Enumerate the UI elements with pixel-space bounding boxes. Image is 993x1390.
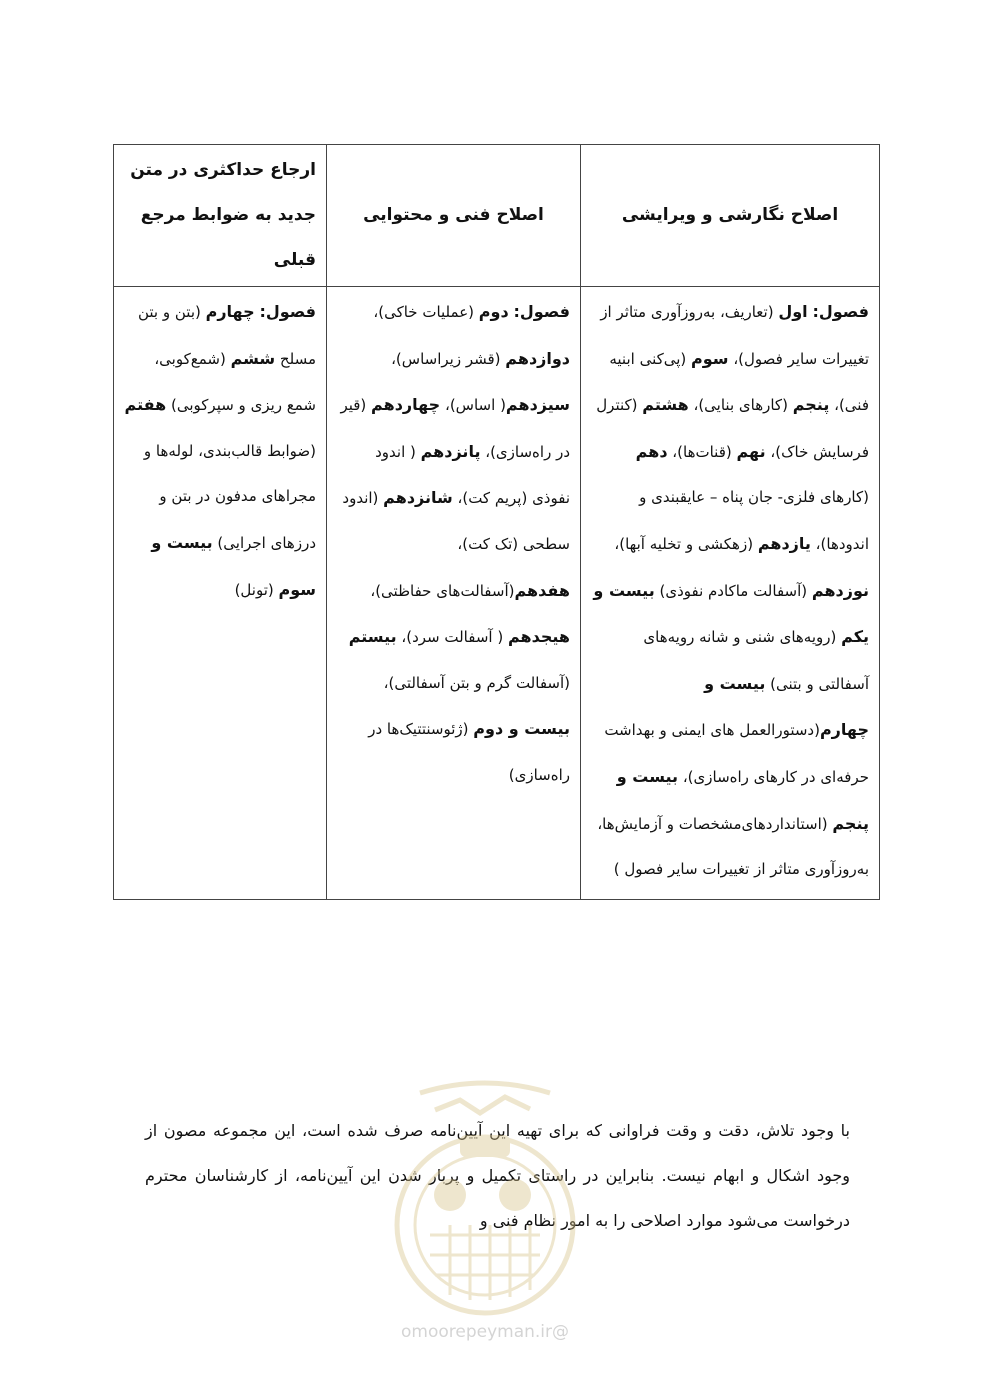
chapter-description: (زهکشی و تخلیه آبها)، bbox=[614, 534, 758, 553]
header-editorial-revision: اصلاح نگارشی و ویرایشی bbox=[581, 145, 880, 287]
chapter-name: شانزدهم bbox=[383, 488, 453, 508]
chapter-description: (کارهای بنایی)، bbox=[688, 396, 793, 415]
chapter-description: (آسفالت گرم و بتن آسفالتی)، bbox=[383, 673, 570, 692]
table-row bbox=[114, 287, 880, 900]
chapter-description: ( آسفالت سرد)، bbox=[396, 628, 508, 647]
chapter-description: (تعاریف، به‌روزآوری متاثر از تغییرات سایر فصول)، bbox=[600, 303, 869, 368]
chapter-name: پانزدهم bbox=[420, 441, 481, 461]
chapter-name: چهاردهم bbox=[371, 395, 441, 415]
chapter-name: دهم bbox=[635, 441, 668, 461]
chapter-name: بیست و سوم bbox=[151, 532, 316, 599]
chapter-name: بیست و یکم bbox=[593, 580, 869, 647]
watermark-text: @omoorepeyman.ir bbox=[400, 1322, 570, 1342]
chapter-name: بیست و پنجم bbox=[616, 766, 869, 833]
table-header-row bbox=[114, 145, 880, 287]
chapter-name: سوم bbox=[691, 348, 729, 368]
chapter-name: هشتم bbox=[642, 395, 689, 415]
chapter-name: بیستم bbox=[348, 627, 397, 647]
changes-table bbox=[113, 144, 880, 900]
chapter-description: (استانداردهای‌مشخصات و آزمایش‌ها، به‌روزآوری متاثر از تغییرات سایر فصول ) bbox=[597, 814, 869, 879]
chapter-description: (قنات‌ها)، bbox=[667, 442, 737, 461]
chapter-description: (قیر در راه‌سازی)، bbox=[340, 396, 570, 461]
chapter-name: سیزدهم bbox=[505, 395, 570, 415]
chapter-description: (رویه‌های شنی و شانه رویه‌های آسفالتی و بتنی) bbox=[643, 628, 869, 693]
chapter-description: (آسفالت‌های حفاظتی)، bbox=[370, 581, 515, 600]
cell-reference-chapters bbox=[114, 287, 327, 900]
header-reference-to-previous: ارجاع حداکثری در متن جدید به ضوابط مرجع قبلی bbox=[114, 145, 327, 287]
chapter-description: (دستورالعمل های ایمنی و بهداشت حرفه‌ای در کارهای راه‌سازی)، bbox=[604, 721, 869, 786]
chapter-description: (اندود سطحی (تک کت)، bbox=[342, 489, 570, 553]
watermark bbox=[380, 1075, 590, 1345]
chapter-description: (آسفالت ماکادم نفوذی) bbox=[654, 581, 812, 600]
header-technical-revision: اصلاح فنی و محتوایی bbox=[327, 145, 581, 287]
chapter-description: (قشر زیراساس)، bbox=[391, 349, 506, 368]
chapter-name: نهم bbox=[736, 441, 766, 461]
chapter-name: هفتم bbox=[124, 395, 167, 415]
publisher-seal-logo-icon bbox=[380, 1075, 590, 1345]
chapter-description: (عملیات خاکی)، bbox=[373, 303, 479, 321]
chapter-name: پنجم bbox=[792, 395, 830, 415]
chapter-name: بیست و چهارم bbox=[704, 673, 869, 740]
cell-editorial-chapters bbox=[581, 287, 880, 900]
chapter-description: (کارهای فلزی- جان پناه – عایقبندی و اندودها)، bbox=[639, 488, 869, 553]
chapter-name: ششم bbox=[230, 348, 276, 368]
chapter-name: فصول: bbox=[513, 302, 570, 321]
chapter-description: (کنترل فرسایش خاک)، bbox=[596, 396, 869, 461]
body-paragraph: با وجود تلاش، دقت و وقت فراوانی که برای تهیه این آیین‌نامه صرف شده است، این مجموعه مصون از وجود اشکال و ابهام نیست. بنابراین در راستای تکمیل و پربار شدن این آیین‌نامه، از کارشناسان محترم درخواست می‌شود موارد اصلاحی را به امور نظام فنی و bbox=[145, 1121, 850, 1230]
chapter-name: فصول: bbox=[812, 302, 869, 321]
chapter-description: ( اساس)، bbox=[440, 396, 506, 415]
chapter-name: یازدهم bbox=[757, 533, 811, 553]
chapter-description: (پی‌کنی ابنیه فنی)، bbox=[609, 349, 869, 415]
chapter-description: (بتن و بتن مسلح bbox=[137, 303, 316, 368]
chapter-description: ( اندود نفوذی (پریم کت)، bbox=[375, 442, 570, 508]
chapter-name: چهارم bbox=[205, 302, 255, 321]
chapter-name: دوم bbox=[478, 302, 509, 321]
cell-technical-chapters bbox=[327, 287, 581, 900]
chapter-name: نوزدهم bbox=[811, 580, 869, 600]
chapter-name: دوازدهم bbox=[505, 348, 570, 368]
chapter-description: (تونل) bbox=[234, 580, 279, 599]
chapter-description: (ضوابط قالب‌بندی، لوله‌ها و مجراهای مدفون در بتن و درزهای اجرایی) bbox=[143, 441, 316, 552]
chapter-description: (ژئوسنتتیک‌ها در راه‌سازی) bbox=[368, 720, 570, 784]
chapter-description: (شمع‌کوبی، شمع ریزی و سپرکوبی) bbox=[154, 349, 316, 415]
chapter-name: هیجدهم bbox=[507, 627, 570, 647]
chapter-name: فصول: bbox=[259, 302, 316, 321]
chapter-name: اول bbox=[778, 302, 808, 321]
chapter-name: بیست و دوم bbox=[473, 719, 570, 739]
chapter-name: هفدهم bbox=[514, 580, 570, 600]
